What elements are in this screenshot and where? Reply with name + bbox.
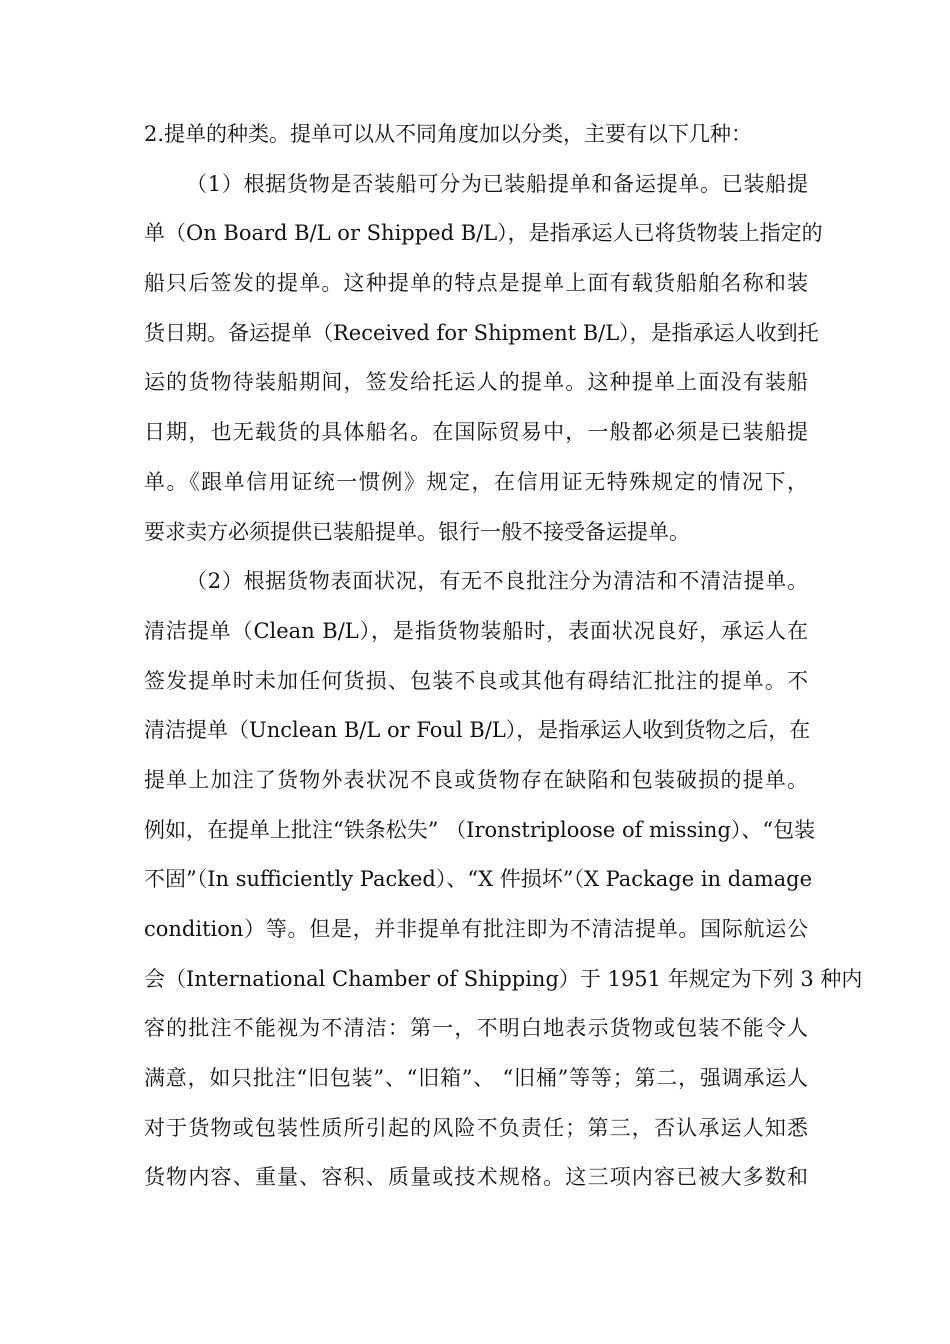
paragraph-line: 会（International Chamber of Shipping）于 1951 年规定为下列 3 种内 [144, 966, 863, 991]
paragraph-line: 签发提单时未加任何货损、包装不良或其他有碍结汇批注的提单。不 [144, 668, 808, 693]
paragraph-line: 要求卖方必须提供已装船提单。银行一般不接受备运提单。 [144, 519, 690, 544]
paragraph-line: 例如，在提单上批注“铁条松失” （Ironstriploose of missing）、“包装 [144, 817, 816, 842]
paragraph-line: （1）根据货物是否装船可分为已装船提单和备运提单。已装船提 [186, 171, 808, 196]
paragraph-line: 容的批注不能视为不清洁：第一，不明白地表示货物或包装不能令人 [144, 1016, 808, 1041]
paragraph-2 [144, 557, 863, 1203]
paragraph-line: 提单上加注了货物外表状况不良或货物存在缺陷和包装破损的提单。 [144, 767, 808, 792]
section-heading: 2.提单的种类。提单可以从不同角度加以分类，主要有以下几种： [144, 122, 753, 146]
paragraph-line: 日期，也无载货的具体船名。在国际贸易中，一般都必须是已装船提 [144, 420, 808, 445]
paragraph-line: 不固”（In sufficiently Packed）、“X 件损坏”（X Package in damage [144, 867, 813, 892]
paragraph-line: 船只后签发的提单。这种提单的特点是提单上面有载货船舶名称和装 [144, 271, 808, 296]
paragraph-line: （2）根据货物表面状况，有无不良批注分为清洁和不清洁提单。 [186, 569, 808, 594]
paragraph-line: 满意，如只批注“旧包装”、“旧箱”、 “旧桶”等等；第二，强调承运人 [144, 1066, 808, 1091]
paragraph-line: 货日期。备运提单（Received for Shipment B/L），是指承运人收到托 [144, 320, 819, 345]
paragraph-line: condition）等。但是，并非提单有批注即为不清洁提单。国际航运公 [144, 917, 808, 941]
paragraph-1 [144, 160, 823, 558]
paragraph-line: 单（On Board B/L or Shipped B/L），是指承运人已将货物装上指定的 [144, 221, 823, 246]
paragraph-line: 清洁提单（Clean B/L），是指货物装船时，表面状况良好，承运人在 [144, 618, 808, 643]
paragraph-line: 单。《跟单信用证统一惯例》规定，在信用证无特殊规定的情况下， [144, 469, 808, 494]
document-body [144, 110, 863, 1203]
paragraph-line: 运的货物待装船期间，签发给托运人的提单。这种提单上面没有装船 [144, 370, 808, 395]
paragraph-line: 清洁提单（Unclean B/L or Foul B/L），是指承运人收到货物之后，在 [144, 718, 811, 743]
paragraph-line: 对于货物或包装性质所引起的风险不负责任；第三，否认承运人知悉 [144, 1115, 808, 1140]
paragraph-line: 货物内容、重量、容积、质量或技术规格。这三项内容已被大多数和 [144, 1165, 808, 1190]
